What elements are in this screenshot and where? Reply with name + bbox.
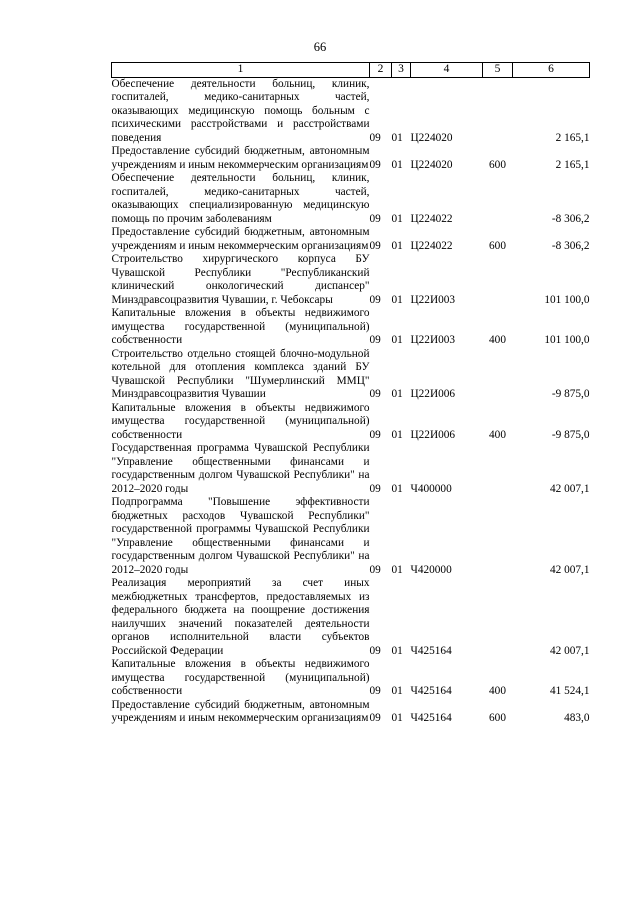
row-target: Ч420000 <box>410 563 452 576</box>
row-subsection: 01 <box>391 131 403 144</box>
row-target: Ц224022 <box>410 212 453 225</box>
row-expense-type: 600 <box>489 239 506 252</box>
row-target: Ц22И003 <box>410 293 456 306</box>
table-row <box>112 577 590 658</box>
row-section: 09 <box>369 712 381 724</box>
row-subsection: 01 <box>391 158 403 171</box>
row-name: Реализация мероприятий за счет иных межбюджетных трансфертов, предоставляемых из федерального бюджета на поощрение достижения наилучших значений показателей деятельности органов исполнительной власти субъектов Российской Федерации <box>111 577 370 657</box>
row-subsection: 01 <box>391 293 403 306</box>
table-row <box>112 402 590 443</box>
table-row <box>112 172 590 226</box>
row-amount: 483,0 <box>564 712 590 724</box>
header-col-expense-type: 5 <box>483 63 513 78</box>
row-amount: 42 007,1 <box>549 482 590 495</box>
row-name: Государственная программа Чувашской Республики "Управление общественными финансами и государственным долгом Чувашской Республики" на 2012–2020 годы <box>111 442 370 495</box>
table-row <box>112 442 590 496</box>
row-target: Ц22И006 <box>410 388 456 400</box>
row-amount: 101 100,0 <box>544 293 590 306</box>
row-target: Ц22И006 <box>410 428 456 441</box>
row-expense-type <box>483 577 513 658</box>
table-row <box>112 253 590 307</box>
header-col-amount: 6 <box>513 63 590 78</box>
row-name: Строительство хирургического корпуса БУ Чувашской Республики "Республиканский клинический онкологический диспансер" Минздравсоцразвития Чувашии, г. Чебоксары <box>111 253 370 306</box>
header-col-name: 1 <box>112 63 370 78</box>
row-subsection: 01 <box>391 712 403 724</box>
row-expense-type: 400 <box>489 685 506 697</box>
row-amount: -9 875,0 <box>551 388 590 400</box>
row-section: 09 <box>369 428 381 441</box>
row-subsection: 01 <box>391 388 403 400</box>
row-expense-type <box>483 496 513 577</box>
row-section: 09 <box>369 158 381 171</box>
row-section: 09 <box>369 131 381 144</box>
row-subsection: 01 <box>391 482 403 495</box>
row-section: 09 <box>369 388 381 400</box>
row-amount: 2 165,1 <box>555 131 590 144</box>
row-subsection: 01 <box>391 212 403 225</box>
row-expense-type <box>483 253 513 307</box>
row-name: Предоставление субсидий бюджетным, автономным учреждениям и иным некоммерческим организациям <box>111 698 370 724</box>
row-target: Ц224020 <box>410 158 453 171</box>
row-amount: 2 165,1 <box>555 158 590 171</box>
table-row <box>112 307 590 348</box>
row-target: Ч400000 <box>410 482 452 495</box>
row-name: Строительство отдельно стоящей блочно-модульной котельной для отопления комплекса зданий БУ Чувашской Республики "Шумерлинский ММЦ" Минздравсоцразвития Чувашии <box>111 347 370 400</box>
row-expense-type: 400 <box>489 428 506 441</box>
row-target: Ч425164 <box>410 685 452 697</box>
row-target: Ч425164 <box>410 712 452 724</box>
row-section: 09 <box>369 563 381 576</box>
row-section: 09 <box>369 334 381 346</box>
row-subsection: 01 <box>391 644 403 657</box>
row-amount: -9 875,0 <box>551 428 590 441</box>
table-row <box>112 77 590 145</box>
budget-table <box>111 62 590 726</box>
row-name: Капитальные вложения в объекты недвижимого имущества государственной (муниципальной) собственности <box>111 401 370 441</box>
row-target: Ц224022 <box>410 239 453 252</box>
row-expense-type: 600 <box>489 158 506 171</box>
header-col-subsection: 3 <box>392 63 411 78</box>
row-section: 09 <box>369 239 381 252</box>
row-amount: -8 306,2 <box>551 239 590 252</box>
row-name: Обеспечение деятельности больниц, клиник, госпиталей, медико-санитарных частей, оказывающих специализированную медицинскую помощь по прочим заболеваниям <box>111 172 370 225</box>
row-expense-type <box>483 77 513 145</box>
row-name: Обеспечение деятельности больниц, клиник, госпиталей, медико-санитарных частей, оказывающих медицинскую помощь больным с психическими расстройствами и расстройствами поведения <box>111 77 370 144</box>
row-target: Ц224020 <box>410 131 453 144</box>
row-section: 09 <box>369 685 381 697</box>
row-expense-type <box>483 442 513 496</box>
row-expense-type <box>483 172 513 226</box>
row-subsection: 01 <box>391 685 403 697</box>
row-target: Ч425164 <box>410 644 452 657</box>
page-number: 66 <box>313 40 327 54</box>
row-section: 09 <box>369 293 381 306</box>
row-subsection: 01 <box>391 239 403 252</box>
table-row <box>112 658 590 699</box>
row-amount: 42 007,1 <box>549 644 590 657</box>
row-section: 09 <box>369 212 381 225</box>
row-section: 09 <box>369 644 381 657</box>
row-name: Предоставление субсидий бюджетным, автономным учреждениям и иным некоммерческим организациям <box>111 145 370 171</box>
row-amount: 41 524,1 <box>549 685 590 697</box>
row-amount: 101 100,0 <box>544 334 590 346</box>
row-name: Капитальные вложения в объекты недвижимого имущества государственной (муниципальной) собственности <box>111 658 370 697</box>
table-row <box>112 348 590 402</box>
table-row <box>112 226 590 253</box>
row-name: Капитальные вложения в объекты недвижимого имущества государственной (муниципальной) собственности <box>111 307 370 346</box>
header-col-target: 4 <box>411 63 483 78</box>
table-row <box>112 699 590 726</box>
row-subsection: 01 <box>391 334 403 346</box>
row-subsection: 01 <box>391 428 403 441</box>
row-expense-type: 600 <box>489 712 506 724</box>
row-section: 09 <box>369 482 381 495</box>
row-subsection: 01 <box>391 563 403 576</box>
row-expense-type: 400 <box>489 334 506 346</box>
header-col-section: 2 <box>370 63 392 78</box>
row-name: Подпрограмма "Повышение эффективности бюджетных расходов Чувашской Республики" государственной программы Чувашской Республики "Управление общественными финансами и государственным долгом Чувашской Республики" на 2012–2020 годы <box>111 496 370 576</box>
header-row <box>112 63 590 78</box>
table-row <box>112 145 590 172</box>
row-amount: -8 306,2 <box>551 212 590 225</box>
row-expense-type <box>483 348 513 402</box>
table-row <box>112 496 590 577</box>
row-target: Ц22И003 <box>410 334 456 346</box>
row-name: Предоставление субсидий бюджетным, автономным учреждениям и иным некоммерческим организациям <box>111 226 370 252</box>
row-amount: 42 007,1 <box>549 563 590 576</box>
